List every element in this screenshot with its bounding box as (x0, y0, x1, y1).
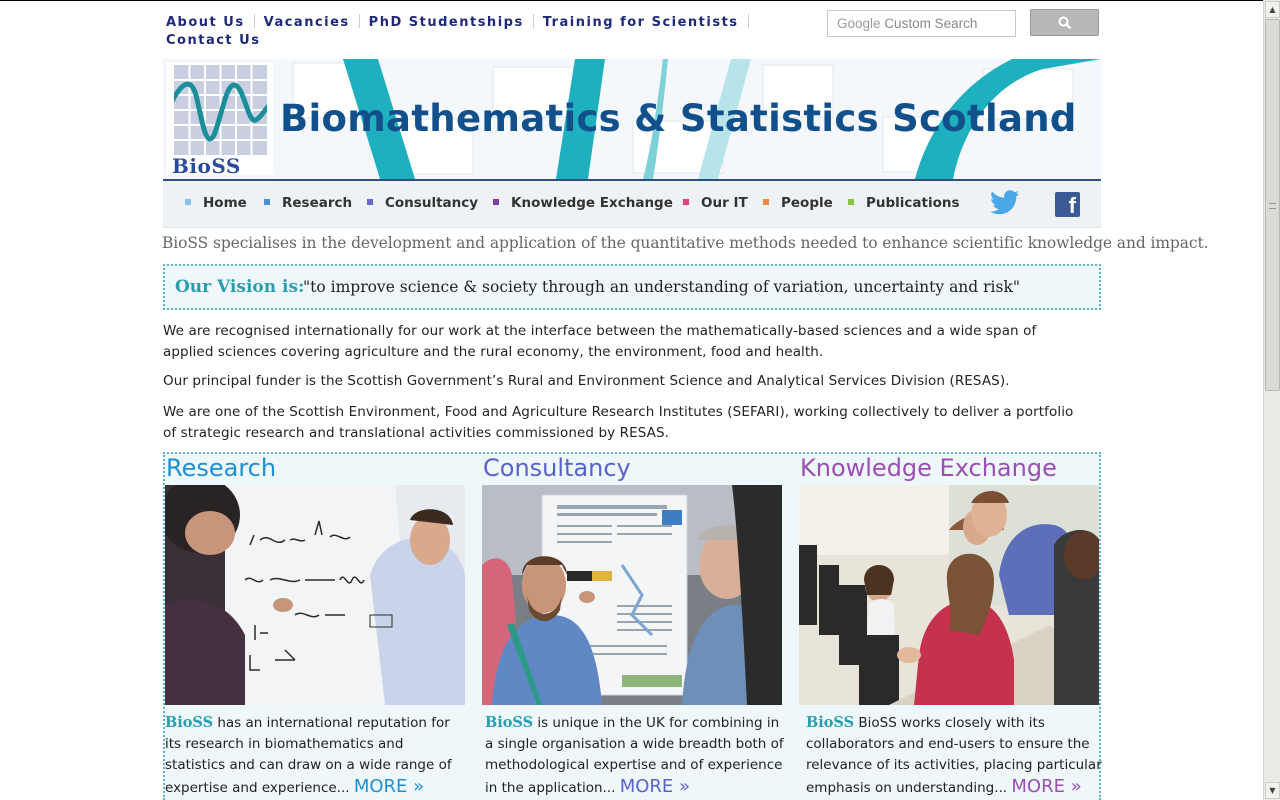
top-link-phd-studentships[interactable]: PhD Studentships (368, 15, 524, 30)
site-title: Biomathematics & Statistics Scotland (280, 97, 1077, 140)
photo-knowledge-exchange[interactable] (799, 485, 1099, 705)
brand-name: BioSS (806, 714, 855, 731)
bioss-logo[interactable] (166, 62, 273, 178)
feature-body: BioSS works closely with its collaborators and end-users to ensure the relevance of its activities, placing particular emphasis on understanding... (806, 715, 1102, 796)
top-link-contact-us[interactable]: Contact Us (166, 33, 261, 48)
divider (533, 14, 534, 28)
nav-label: Knowledge Exchange (511, 195, 673, 211)
feature-title-research[interactable]: Research (166, 454, 277, 482)
facebook-icon[interactable]: f (1055, 192, 1080, 217)
nav-item-publications[interactable] (848, 195, 960, 211)
nav-bullet (264, 199, 270, 205)
scrollbar-thumb[interactable] (1265, 19, 1280, 391)
more-link-research[interactable]: MORE » (353, 776, 425, 797)
feature-text-research (165, 712, 465, 799)
vision-box (163, 264, 1101, 310)
feature-body: is unique in the UK for combining in a single organisation a wide breadth both of methodological expertise and of experience in the application... (485, 715, 784, 796)
top-link-training-for-scientists[interactable]: Training for Scientists (542, 15, 739, 30)
feature-title-knowledge-exchange[interactable]: Knowledge Exchange (800, 454, 1057, 482)
nav-bullet (185, 199, 191, 205)
nav-label: Home (203, 195, 247, 211)
nav-label: Publications (866, 195, 960, 211)
vision-label: Our Vision is: (175, 277, 305, 297)
window-top-border (0, 0, 1264, 1)
scroll-down-arrow-icon[interactable]: ▼ (1265, 782, 1280, 799)
nav-label: Consultancy (385, 195, 479, 211)
scroll-up-arrow-icon[interactable]: ▲ (1265, 1, 1280, 18)
scroll-grip (1269, 203, 1276, 209)
feature-columns (163, 452, 1101, 800)
more-link-knowledge-exchange[interactable]: MORE » (1011, 776, 1082, 797)
nav-item-our-it[interactable] (683, 195, 748, 211)
search-input[interactable] (827, 10, 1016, 37)
divider (359, 14, 360, 28)
feature-text-knowledge-exchange (806, 712, 1106, 799)
paragraph-sefari: We are one of the Scottish Environment, Food and Agriculture Research Institutes (SEFARI), working collectively to deliver a portfolio of strategic research and translational activities commissioned by RESAS. (163, 404, 1074, 441)
nav-bullet (848, 199, 854, 205)
nav-item-people[interactable] (763, 195, 833, 211)
logo-wave-icon (174, 65, 267, 155)
search-placeholder: Custom Search (884, 16, 978, 31)
top-link-vacancies[interactable]: Vacancies (263, 15, 350, 30)
search-icon (1058, 16, 1072, 30)
nav-item-consultancy[interactable] (367, 195, 478, 211)
vertical-scrollbar[interactable] (1263, 0, 1280, 800)
photo-research[interactable] (165, 485, 465, 705)
nav-bullet (367, 199, 373, 205)
top-link-about-us[interactable]: About Us (166, 15, 245, 30)
nav-label: Research (282, 195, 353, 211)
feature-title-consultancy[interactable]: Consultancy (483, 454, 631, 482)
feature-research (165, 454, 469, 800)
search-brand: Google (837, 16, 881, 31)
nav-bullet (493, 199, 499, 205)
nav-bullet (763, 199, 769, 205)
nav-item-knowledge-exchange[interactable] (493, 195, 673, 211)
brand-name: BioSS (485, 714, 534, 731)
nav-label: Our IT (701, 195, 748, 211)
nav-item-research[interactable] (264, 195, 352, 211)
twitter-icon[interactable] (990, 190, 1020, 216)
nav-item-home[interactable] (185, 195, 247, 211)
feature-knowledge-exchange (799, 454, 1103, 800)
vision-text: "to improve science & society through an understanding of variation, uncertainty and risk" (303, 278, 1020, 296)
paragraph-funder: Our principal funder is the Scottish Government’s Rural and Environment Science and Analytical Services Division (RESAS). (163, 373, 1010, 389)
divider (254, 14, 255, 28)
feature-consultancy (482, 454, 786, 800)
logo-text: BioSS (172, 154, 241, 178)
more-link-consultancy[interactable]: MORE » (619, 776, 690, 797)
site-banner (163, 59, 1101, 179)
photo-consultancy[interactable] (482, 485, 782, 705)
paragraph-recognition: We are recognised internationally for our work at the interface between the mathematically-based sciences and a wide span of applied sciences covering agriculture and the rural economy, the environment, food and health. (163, 323, 1037, 360)
top-links (166, 14, 806, 50)
main-nav (163, 179, 1101, 228)
search-button[interactable] (1030, 9, 1099, 36)
intro-text: BioSS specialises in the development and application of the quantitative methods needed to enhance scientific knowledge and impact. (162, 234, 1209, 252)
nav-label: People (781, 195, 833, 211)
feature-body: has an international reputation for its research in biomathematics and statistics and can draw on a wide range of expertise and experience... (165, 715, 452, 796)
brand-name: BioSS (165, 714, 214, 731)
feature-text-consultancy (485, 712, 785, 799)
nav-bullet (683, 199, 689, 205)
divider (748, 14, 749, 28)
